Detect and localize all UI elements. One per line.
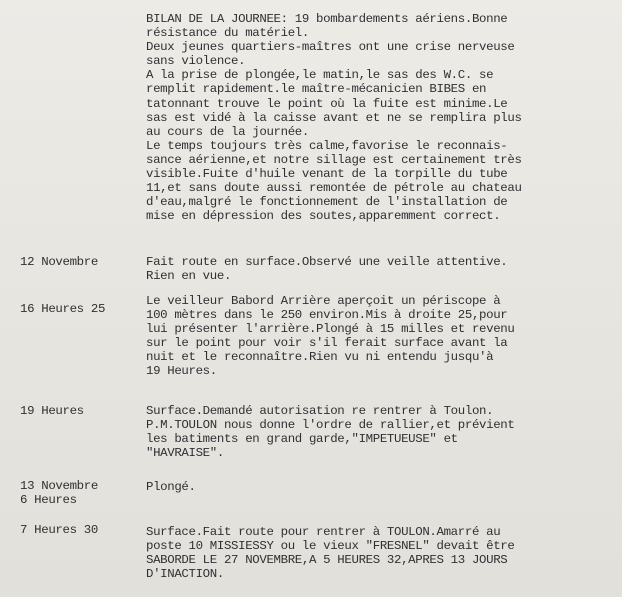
text-line: sance aérienne,et notre sillage est certainement très bbox=[146, 152, 522, 167]
text-line: remplit rapidement.le maître-mécanicien BIBES en bbox=[146, 82, 487, 97]
entry-date: 7 Heures 30 bbox=[20, 523, 98, 537]
text-line: Le veilleur Babord Arrière aperçoit un périscope à bbox=[146, 294, 501, 308]
text-line: Rien en vue. bbox=[146, 269, 232, 284]
entry-text bbox=[146, 480, 616, 494]
daily-summary bbox=[146, 12, 616, 223]
text-line: Surface.Fait route pour rentrer à TOULON.Amarré au bbox=[146, 525, 501, 539]
text-line: SABORDE LE 27 NOVEMBRE,A 5 HEURES 32,APRES 13 JOURS bbox=[146, 553, 508, 568]
entry-text bbox=[146, 294, 616, 379]
text-line: 100 mètres dans le 250 environ.Mis à droite 25,pour bbox=[146, 308, 508, 323]
text-line: les batiments en grand garde,"IMPETUEUSE" et bbox=[146, 432, 458, 447]
text-line: lui présenter l'arrière.Plongé à 15 milles et revenu bbox=[146, 322, 515, 337]
text-line: au cours de la journée. bbox=[146, 124, 309, 139]
text-line: D'INACTION. bbox=[146, 567, 224, 582]
text-line: tatonnant trouve le point où la fuite est minime.Le bbox=[146, 96, 508, 111]
text-line: A la prise de plongée,le matin,le sas des W.C. se bbox=[146, 68, 494, 83]
text-line: sans violence. bbox=[146, 54, 246, 69]
entry-date: 13 Novembre 6 Heures bbox=[20, 479, 98, 508]
text-line: visible.Fuite d'huile venant de la torpille du tube bbox=[146, 167, 508, 182]
text-line: 11,et sans doute aussi remontée de pétrole au chateau bbox=[146, 181, 522, 196]
text-line: 19 Heures. bbox=[146, 364, 217, 379]
entry-text bbox=[146, 404, 616, 460]
text-line: Surface.Demandé autorisation re rentrer à Toulon. bbox=[146, 404, 494, 418]
text-line: mise en dépression des soutes,apparemment correct. bbox=[146, 209, 501, 224]
text-line: Fait route en surface.Observé une veille attentive. bbox=[146, 255, 508, 269]
text-line: nuit et le reconnaître.Rien vu ni entendu jusqu'à bbox=[146, 350, 494, 365]
text-line: "HAVRAISE". bbox=[146, 446, 224, 461]
text-line: BILAN DE LA JOURNEE: 19 bombardements aériens.Bonne bbox=[146, 12, 508, 26]
text-line: résistance du matériel. bbox=[146, 26, 309, 41]
entry-date: 19 Heures bbox=[20, 404, 84, 418]
text-line: Deux jeunes quartiers-maîtres ont une crise nerveuse bbox=[146, 40, 515, 55]
text-line: Le temps toujours très calme,favorise le reconnais- bbox=[146, 138, 508, 153]
text-line: poste 10 MISSIESSY ou le vieux "FRESNEL" devait être bbox=[146, 539, 515, 554]
entry-text bbox=[146, 255, 616, 283]
entry-text bbox=[146, 525, 616, 581]
text-line: d'eau,malgré le fonctionnement de l'installation de bbox=[146, 195, 508, 210]
entry-date: 12 Novembre bbox=[20, 255, 98, 269]
entry-date: 16 Heures 25 bbox=[20, 302, 106, 316]
text-line: Plongé. bbox=[146, 480, 196, 494]
text-line: sas est vidé à la caisse avant et ne se remplira plus bbox=[146, 110, 522, 125]
text-line: P.M.TOULON nous donne l'ordre de rallier,et prévient bbox=[146, 418, 515, 433]
text-line: sur le point pour voir s'il ferait surface avant la bbox=[146, 336, 508, 351]
